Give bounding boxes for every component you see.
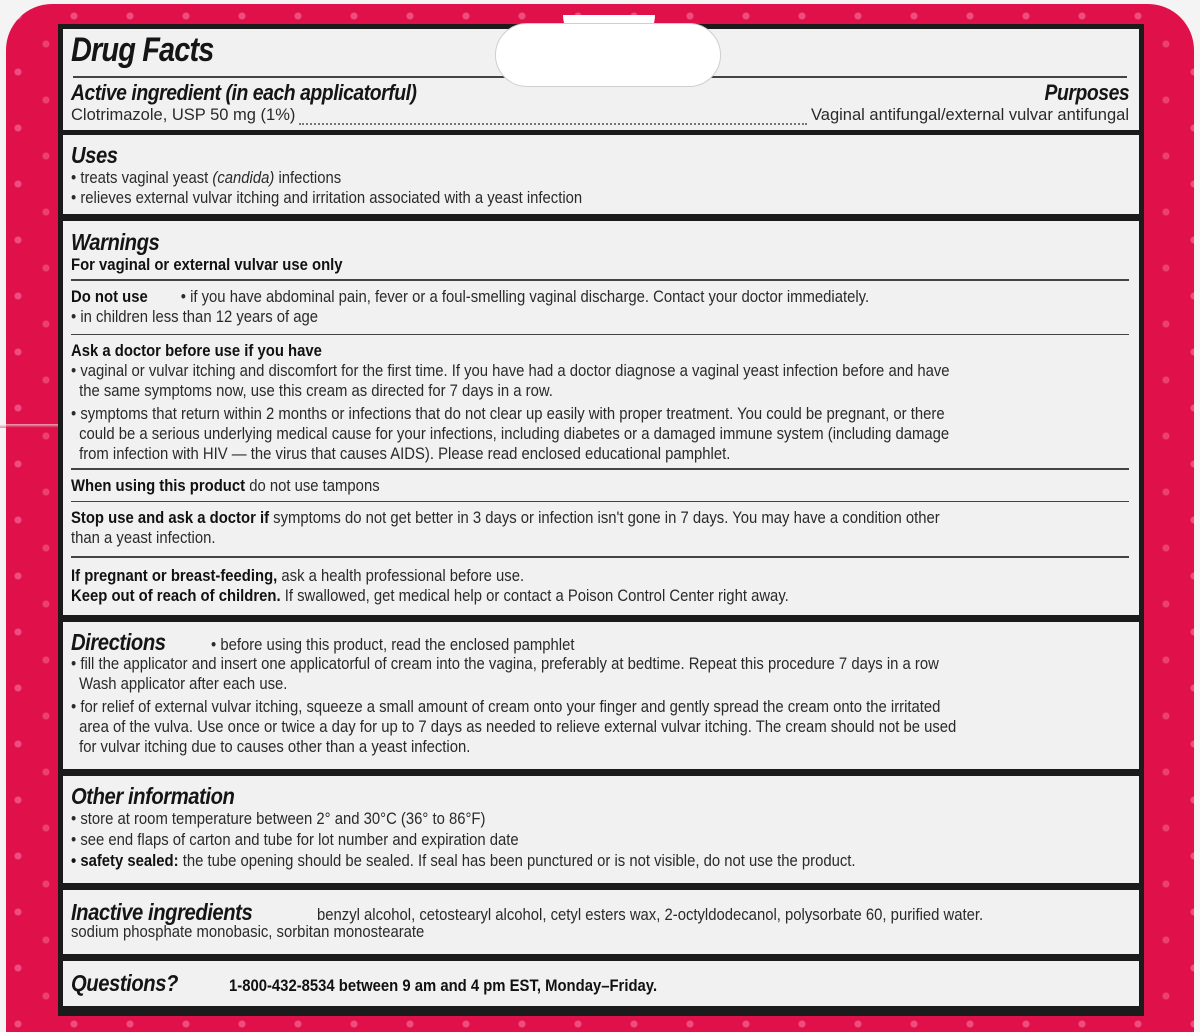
section-warnings: [63, 221, 1139, 615]
carton-crease: [0, 424, 62, 428]
directions-line: area of the vulva. Use once or twice a day for up to 7 days as needed to relieve external vulvar itching. The cream should not be used: [79, 718, 957, 736]
children-label: Keep out of reach of children.: [71, 586, 281, 605]
section-other-information: Other information • store at room temperature between 2° and 30°C (36° to 86°F) • see end flaps of carton and tube for lot number and expiration date • safety sealed: the tube opening should be sealed. If seal has been punctured or is not visible, do not use the product.: [63, 776, 1139, 883]
warnings-heading: Warnings: [71, 229, 160, 255]
section-header: [63, 29, 1139, 130]
do-not-use-block: [71, 281, 1129, 334]
ask-doctor-line: the same symptoms now, use this cream as directed for 7 days in a row.: [79, 382, 553, 400]
ingredient-purpose: Vaginal antifungal/external vulvar antifungal: [811, 105, 1129, 124]
inactive-ingredients-list: benzyl alcohol, cetostearyl alcohol, cetyl esters wax, 2-octyldodecanol, polysorbate 60, purified water.: [317, 906, 984, 924]
section-questions: [63, 961, 1139, 1006]
pregnant-label: If pregnant or breast-feeding,: [71, 566, 278, 585]
safety-sealed-label: • safety sealed:: [71, 852, 179, 870]
leader-dots: [299, 113, 807, 125]
directions-line: Wash applicator after each use.: [79, 675, 288, 693]
do-not-use-item: • in children less than 12 years of age: [71, 307, 319, 326]
ask-doctor-line: • symptoms that return within 2 months or infections that do not clear up easily with proper treatment. You could be pregnant, or there: [71, 405, 945, 423]
uses-heading: Uses: [71, 142, 118, 168]
questions-phone: 1-800-432-8534 between 9 am and 4 pm EST, Monday–Friday.: [229, 977, 658, 995]
directions-line: • fill the applicator and insert one applicatorful of cream into the vagina, preferably at bedtime. Repeat this procedure 7 days in a row: [71, 655, 939, 673]
inactive-ingredients-list: sodium phosphate monobasic, sorbitan monostearate: [71, 923, 425, 941]
other-information-heading: Other information: [71, 783, 235, 809]
purposes-heading: Purposes: [1044, 79, 1129, 105]
active-ingredient: Clotrimazole, USP 50 mg (1%): [71, 105, 296, 124]
ask-doctor-line: • vaginal or vulvar itching and discomfort for the first time. If you have had a doctor diagnose a vaginal yeast infection before and have: [71, 362, 950, 380]
uses-item: • relieves external vulvar itching and irritation associated with a yeast infection: [71, 189, 583, 207]
ask-doctor-block: [71, 335, 1129, 468]
directions-heading: Directions: [71, 629, 166, 655]
stop-use-label: Stop use and ask a doctor if: [71, 509, 270, 527]
stop-use-block: Stop use and ask a doctor if symptoms do not get better in 3 days or infection isn't gone in 7 days. You may have a condition other than a yeast infection.: [71, 509, 940, 547]
when-using-block: When using this product do not use tampons: [71, 476, 380, 495]
section-inactive-ingredients: [63, 890, 1139, 954]
pregnancy-children-block: If pregnant or breast-feeding, ask a health professional before use. Keep out of reach of children. If swallowed, get medical help or contact a Poison Control Center right away.: [71, 566, 789, 605]
directions-line: • for relief of external vulvar itching, squeeze a small amount of cream onto your finger and gently spread the cream onto the irritated: [71, 698, 941, 716]
ask-doctor-label: Ask a doctor before use if you have: [71, 342, 322, 360]
ask-doctor-line: from infection with HIV — the virus that causes AIDS). Please read enclosed educational pamphlet.: [79, 445, 731, 463]
active-ingredient-heading: Active ingredient (in each applicatorful): [71, 79, 417, 105]
warnings-subheading: For vaginal or external vulvar use only: [71, 256, 343, 274]
do-not-use-label: Do not use: [71, 287, 148, 306]
ask-doctor-line: could be a serious underlying medical cause for your infections, including diabetes or a damaged immune system (including damage: [79, 425, 950, 443]
drug-facts-panel: [58, 24, 1144, 1016]
inactive-ingredients-heading: Inactive ingredients: [71, 899, 253, 925]
questions-heading: Questions?: [71, 970, 178, 996]
when-using-label: When using this product: [71, 476, 246, 495]
section-directions: [63, 622, 1139, 769]
drug-facts-title: Drug Facts: [71, 31, 214, 69]
directions-item: • before using this product, read the enclosed pamphlet: [211, 636, 575, 654]
other-info-item: • see end flaps of carton and tube for lot number and expiration date: [71, 831, 519, 849]
directions-line: for vulvar itching due to causes other than a yeast infection.: [79, 738, 471, 756]
other-info-item: • store at room temperature between 2° and 30°C (36° to 86°F): [71, 810, 486, 828]
do-not-use-item: • if you have abdominal pain, fever or a foul-smelling vaginal discharge. Contact your doctor immediately.: [180, 287, 870, 306]
section-uses: [63, 135, 1139, 214]
hang-tab-hole: [495, 23, 721, 87]
uses-item: • treats vaginal yeast (candida) infections: [71, 169, 342, 187]
